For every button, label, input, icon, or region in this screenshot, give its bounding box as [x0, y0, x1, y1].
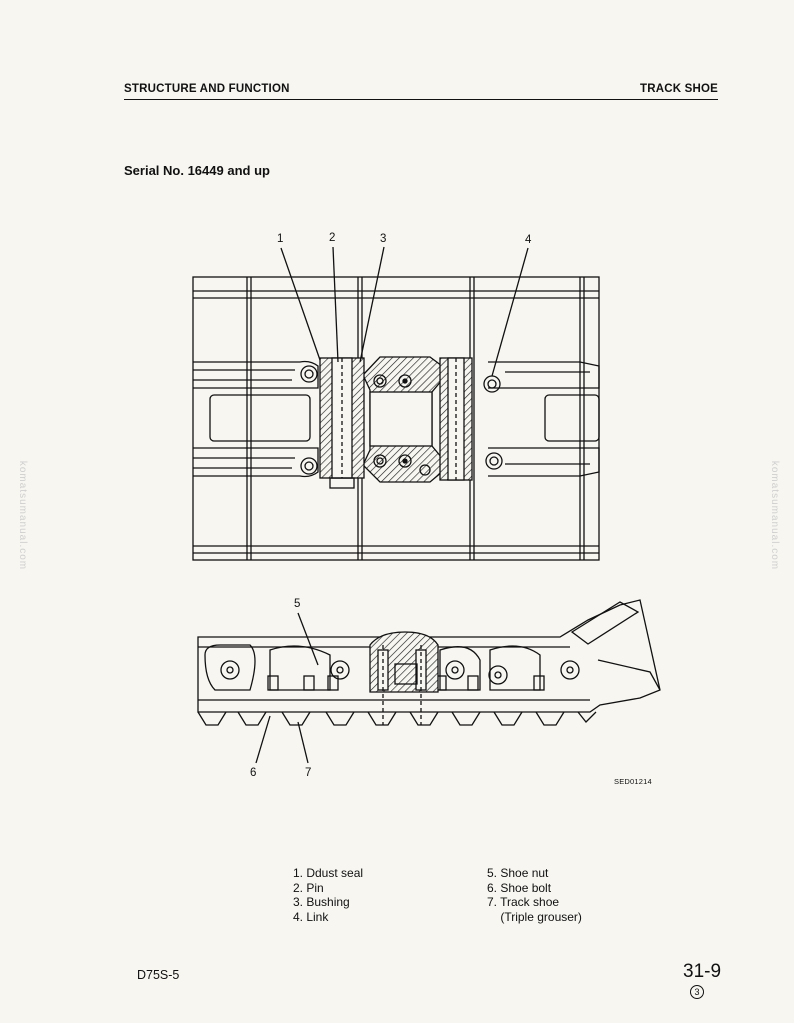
legend-item: 1. Ddust seal	[293, 866, 364, 880]
callout-2: 2	[329, 232, 336, 244]
legend-item: 7. Track shoe	[487, 895, 560, 910]
legend-item: 3. Bushing	[293, 895, 350, 910]
callout-3: 3	[380, 233, 387, 245]
callout-1: 1	[277, 233, 284, 245]
top-view	[193, 247, 599, 560]
watermark-right: komatsumanual.com	[769, 460, 781, 571]
model-number: D75S-5	[137, 968, 180, 982]
callout-4: 4	[525, 234, 532, 246]
legend-item: 4. Link	[293, 909, 329, 924]
serial-heading: Serial No. 16449 and up	[124, 163, 270, 178]
watermark-left: komatsumanual.com	[17, 460, 29, 571]
side-view	[198, 600, 660, 763]
legend-left	[293, 866, 363, 924]
topic-title: TRACK SHOE	[639, 83, 718, 95]
callout-7: 7	[305, 767, 312, 779]
legend-item: 2. Pin	[293, 880, 324, 895]
legend-item: 5. Shoe nut	[487, 866, 549, 880]
section-title: STRUCTURE AND FUNCTION	[124, 83, 290, 95]
callout-6: 6	[250, 767, 257, 779]
revision-badge: 3	[690, 985, 704, 999]
legend-right	[487, 866, 582, 924]
legend-item: 6. Shoe bolt	[487, 880, 552, 895]
callout-5: 5	[294, 598, 301, 610]
page-number: 31-9	[683, 961, 722, 982]
figure-code: SED01214	[614, 777, 652, 786]
legend-item: (Triple grouser)	[487, 909, 582, 924]
